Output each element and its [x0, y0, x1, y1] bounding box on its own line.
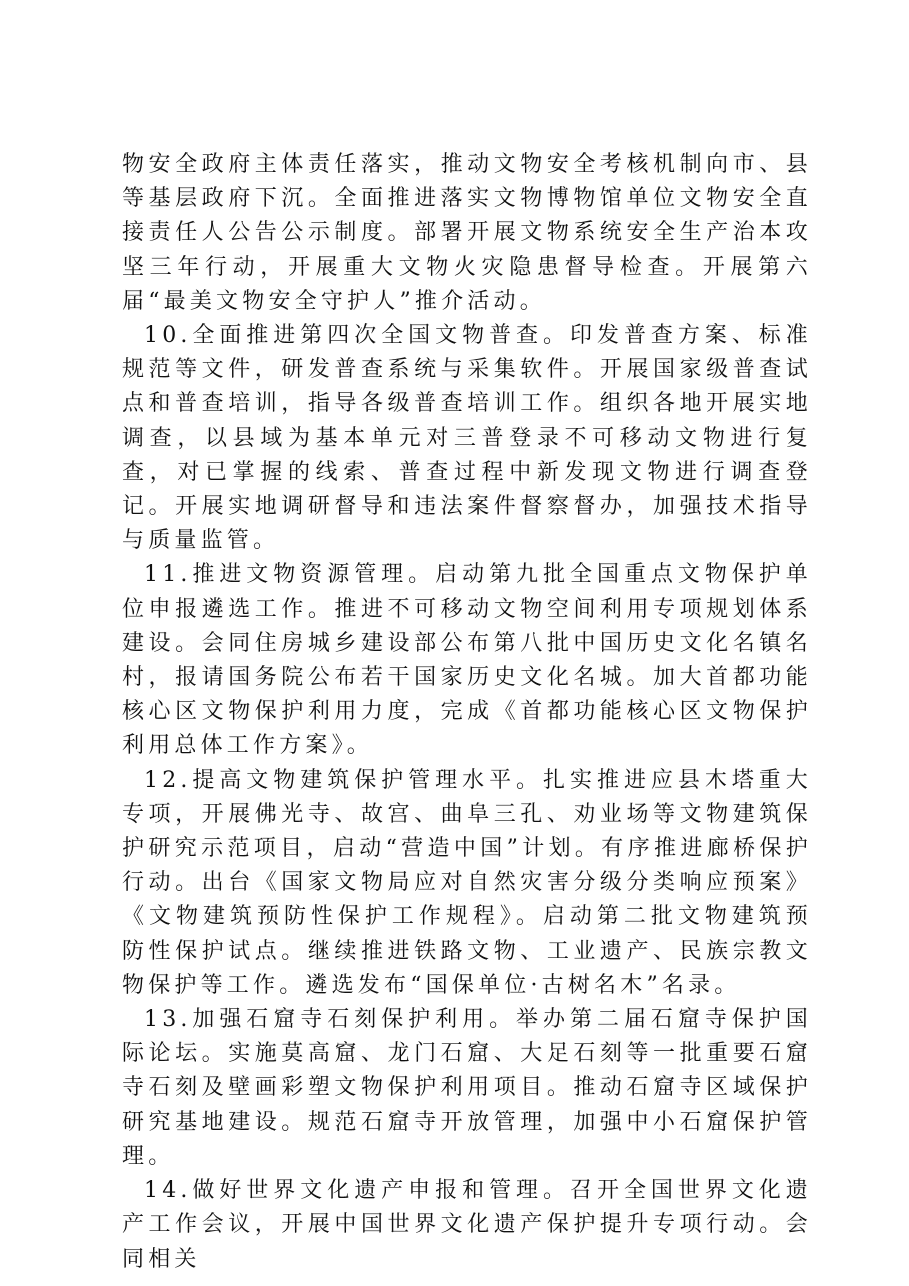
paragraph-item-12: 12.提高文物建筑保护管理水平。扎实推进应县木塔重大专项，开展佛光寺、故宫、曲阜三孔、劝业场等文物建筑保护研究示范项目，启动“营造中国”计划。有序推进廊桥保护行动。出台《国家文物局应对自然灾害分级分类响应预案》《文物建筑预防性保护工作规程》。启动第二批文物建筑预防性保护试点。继续推进铁路文物、工业遗产、民族宗教文物保护等工作。遴选发布“国保单位·古树名木”名录。 — [122, 767, 812, 998]
paragraph-item-13: 13.加强石窟寺石刻保护利用。举办第二届石窟寺保护国际论坛。实施莫高窟、龙门石窟、大足石刻等一批重要石窟寺石刻及壁画彩塑文物保护利用项目。推动石窟寺区域保护研究基地建设。规范石窟寺开放管理，加强中小石窟保护管理。 — [122, 1007, 812, 1169]
paragraph-continuation: 物安全政府主体责任落实，推动文物安全考核机制向市、县等基层政府下沉。全面推进落实文物博物馆单位文物安全直接责任人公告公示制度。部署开展文物系统安全生产治本攻坚三年行动，开展重大文物火灾隐患督导检查。开展第六届“最美文物安全守护人”推介活动。 — [122, 152, 812, 314]
paragraph-item-10: 10.全面推进第四次全国文物普查。印发普查方案、标准规范等文件，研发普查系统与采集软件。开展国家级普查试点和普查培训，指导各级普查培训工作。组织各地开展实地调查，以县域为基本单元对三普登录不可移动文物进行复查，对已掌握的线索、普查过程中新发现文物进行调查登记。开展实地调研督导和违法案件督察督办，加强技术指导与质量监管。 — [122, 323, 812, 554]
paragraph-item-11: 11.推进文物资源管理。启动第九批全国重点文物保护单位申报遴选工作。推进不可移动文物空间利用专项规划体系建设。会同住房城乡建设部公布第八批中国历史文化名镇名村，报请国务院公布若干国家历史文化名城。加大首都功能核心区文物保护利用力度，完成《首都功能核心区文物保护利用总体工作方案》。 — [122, 562, 812, 759]
paragraph-item-14: 14.做好世界文化遗产申报和管理。召开全国世界文化遗产工作会议，开展中国世界文化遗产保护提升专项行动。会同相关 — [122, 1178, 812, 1272]
document-body — [122, 148, 812, 1277]
